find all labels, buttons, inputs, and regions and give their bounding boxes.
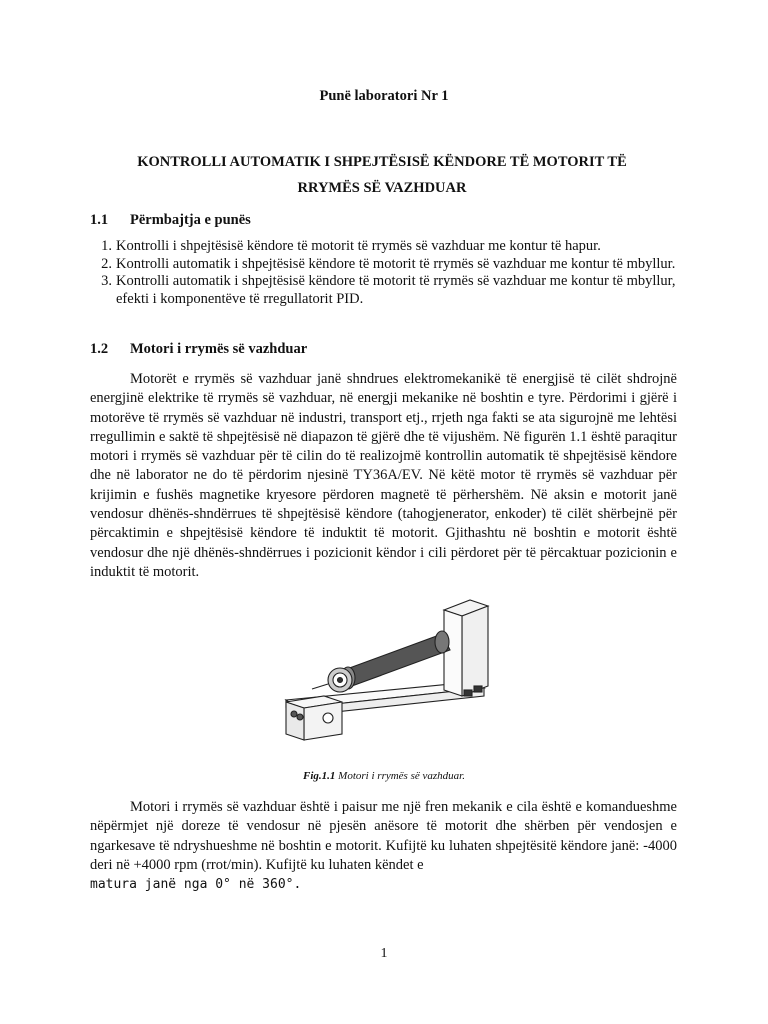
figure-label: Fig.1.1 [303,770,336,782]
section-heading-1-1 [90,212,251,229]
list-number: 1. [101,238,112,254]
figure-caption [0,770,768,782]
section-title: Motori i rrymës së vazhduar [130,341,308,357]
section-heading-1-2 [90,341,307,358]
paragraph-brake-description [90,798,677,894]
content-list [90,238,680,308]
section-number: 1.1 [90,212,109,228]
section-number: 1.2 [90,341,109,357]
paragraph-brake-tail: matura janë nga 0° në 360°. [90,877,302,893]
page-number: 1 [380,946,388,961]
main-heading-line-2: RRYMËS SË VAZHDUAR [297,180,467,196]
list-item [90,273,680,308]
page-title: Punë laboratori Nr 1 [319,88,449,104]
list-item [90,256,680,274]
list-number: 3. [101,273,112,289]
main-heading-line-1: KONTROLLI AUTOMATIK I SHPEJTËSISË KËNDORE TË MOTORIT TË [137,154,627,170]
paragraph-brake-text: Motori i rrymës së vazhduar është i paisur me një fren mekanik e cila është e komandueshme nëpërmjet një doreze të vendosur në pjesën anësore të motorit dhe shërben për vendosjen e ngarkesave të ndryshueshme në boshtin e motorit. Kufijtë ku luhaten shpejtësitë këndore janë: -4000 deri në +4000 rpm (rrot/min). Kufijtë ku luhaten këndet e [90,799,677,873]
dc-motor-illustration [272,584,512,760]
figure-caption-text: Motori i rrymës së vazhduar. [335,770,465,782]
list-item [90,238,680,256]
list-text: Kontrolli automatik i shpejtësisë këndore të motorit të rrymës së vazhduar me kontur të mbyllur. [116,255,676,272]
list-text: Kontrolli automatik i shpejtësisë këndore të motorit të rrymës së vazhduar me kontur të mbyllur, efekti i komponentëve të rregullatorit PID. [116,273,676,307]
list-number: 2. [101,255,112,272]
list-text: Kontrolli i shpejtësisë këndore të motorit të rrymës së vazhduar me kontur të hapur. [116,238,601,254]
paragraph-motor-description: Motorët e rrymës së vazhduar janë shndrues elektromekanikë të energjisë të cilët shdrojnë energjinë elektrike të rrymës së vazhduar, në energji mekanike në boshtin e tyre. Përdorimi i gjërë i motorëve të rrymës së vazhduar në industri, transport etj., rrjeth nga fakti se ata sigurojnë me lehtësi rregullimin e saktë të shpejtësisë në diapazon të gjërë dhe të vijushëm. Në figurën 1.1 është paraqitur motori i rrymës së vazhduar për të cilin do të realizojmë kontrollin automatik të shpejtësisë këndore dhe në laborator ne do të përdorim njesinë TY36A/EV. Në këtë motor të rrymës së vazhduar për krijimin e fushës magnetike kryesore përdoren magnetë të përhershëm. Në aksin e motorit janë vendosur dhënës-shndërrues të shpejtësisë këndore (tahogjenerator, enkoder) të cilët shërbejnë për përcaktimin e shpejtësisë këndore të induktit të motorit. Gjithashtu në boshtin e motorit është vendosur dhe një dhënës-shndërrues i pozicionit këndor i cili përdoret për të përcaktuar pozicionin e induktit të motorit. [90,371,677,580]
motor-figure [272,584,512,760]
section-title: Përmbajtja e punës [130,212,251,228]
